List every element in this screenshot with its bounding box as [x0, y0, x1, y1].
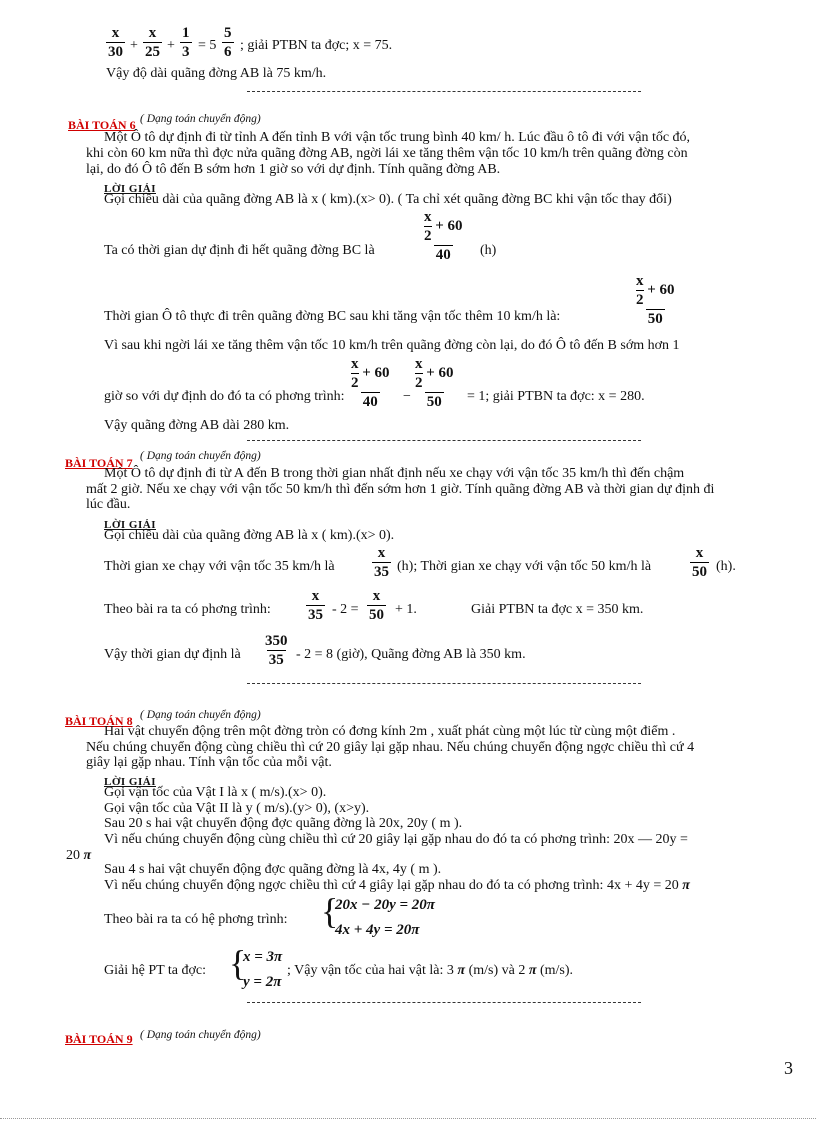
unit-hour: (h). [716, 559, 736, 574]
problem-6-line-3: lại, do đó Ô tô đến B sớm hơn 1 giờ so với dự định. Tính quãng đờng AB. [86, 162, 501, 177]
problem-6-heading: BÀI TOÁN 6 [68, 118, 136, 132]
minus-sign: − [403, 389, 411, 404]
problem-9-heading: BÀI TOÁN 9 [65, 1032, 133, 1046]
system-eq-2: 4x + 4y = 20π [335, 922, 420, 938]
solution-result: = 1; giải PTBN ta đợc: x = 280. [467, 389, 645, 404]
fraction-350-35: $\frac{350}{35}$ [265, 633, 288, 668]
solution-line-3b: - 2 = [332, 602, 359, 617]
conclusion-text: Vậy độ dài quãng đờng AB là 75 km/h. [106, 66, 327, 81]
pi-symbol: π [528, 963, 537, 978]
solution-line-4b: 20 π [66, 848, 92, 863]
problem-8-heading: BÀI TOÁN 8 [65, 714, 133, 728]
fraction-x-25: $\frac{x}{25}$ [145, 25, 160, 60]
page-footer-line [0, 1118, 816, 1119]
solution-line-3: Thời gian Ô tô thực đi trên quãng đờng BC sau khi tăng vận tốc thêm 10 km/h là: [104, 309, 561, 324]
solution-line-5: giờ so với dự định do đó ta có phơng trình: [104, 389, 345, 404]
pi-symbol: π [83, 848, 92, 863]
fraction-x2-plus60-over-50: $\frac{x}{2}$ + 60 50 [636, 273, 675, 327]
problem-6-subtitle: ( Dạng toán chuyển động) [140, 113, 261, 125]
problem-8-subtitle: ( Dạng toán chuyển động) [140, 709, 261, 721]
fraction-x-35: $\frac{x}{35}$ [374, 545, 389, 580]
equals-text: = 5 [198, 38, 217, 53]
plus-sign: + [167, 38, 175, 53]
problem-7-subtitle: ( Dạng toán chuyển động) [140, 450, 261, 462]
problem-8-line-3: giây lại gặp nhau. Tính vận tốc của mỗi vật. [86, 755, 332, 770]
solution-line-2a: Thời gian xe chạy với vận tốc 35 km/h là [104, 559, 335, 574]
solution-line-3a: Theo bài ra ta có phơng trình: [104, 602, 271, 617]
solution-line-6: Vì nếu chúng chuyển động ngợc chiều thì cứ 4 giây lại gặp nhau do đó ta có phơng trình: 4x + 4y = 20 π [104, 878, 690, 893]
system-sol-1: x = 3π [243, 949, 283, 965]
solution-line-3c: + 1. [395, 602, 417, 617]
solution-line-5: Sau 4 s hai vật chuyển động đợc quãng đờng là 4x, 4y ( m ). [104, 862, 442, 877]
pi-symbol: π [682, 878, 690, 893]
solution-line-4a: Vậy thời gian dự định là [104, 647, 241, 662]
conclusion-text: Vậy quãng đờng AB dài 280 km. [104, 418, 290, 433]
divider [247, 440, 641, 441]
fraction-x-50: $\frac{x}{50}$ [692, 545, 707, 580]
fraction-x-50: $\frac{x}{50}$ [369, 588, 384, 623]
fraction-1-3: $\frac{1}{3}$ [182, 25, 190, 60]
solution-line-4: Vì nếu chúng chuyển động cùng chiều thì cứ 20 giây lại gặp nhau do đó ta có phơng trình: 20x — 20y = [104, 832, 688, 847]
solution-line-2: Ta có thời gian dự định đi hết quãng đờng BC là [104, 243, 375, 258]
fraction-x-30: $\frac{x}{30}$ [108, 25, 123, 60]
problem-7-line-1: Một Ô tô dự định đi từ A đến B trong thời gian nhất định nếu xe chạy với vận tốc 35 km/h thì đến chậm [104, 466, 685, 481]
solution-heading: LỜI GIẢI [104, 519, 156, 531]
divider [247, 683, 641, 684]
system-brace: { [229, 943, 247, 983]
problem-6-line-1: Một Ô tô dự định đi từ tỉnh A đến tỉnh B với vận tốc trung bình 40 km/ h. Lúc đầu ô tô đi với vận tốc đó, [104, 130, 691, 145]
system-eq-1: 20x − 20y = 20π [335, 897, 435, 913]
fraction-x-35: $\frac{x}{35}$ [308, 588, 323, 623]
problem-7-line-2: mất 2 giờ. Nếu xe chạy với vận tốc 50 km/h thì đến sớm hơn 1 giờ. Tính quãng đờng AB và thời gian dự định đi [86, 482, 715, 497]
solution-heading: LỜI GIẢI [104, 776, 156, 788]
problem-6-line-2: khi còn 60 km nữa thì đợc nửa quãng đờng AB, ngời lái xe tăng thêm vận tốc 10 km/h trên quãng đờng còn [86, 146, 688, 161]
problem-8-line-2: Nếu chúng chuyển động cùng chiều thì cứ 20 giây lại gặp nhau. Nếu chúng chuyển động ngợc chiều thì cứ 4 [86, 740, 695, 755]
solution-line-2b: (h); Thời gian xe chạy với vận tốc 50 km/h là [397, 559, 652, 574]
fraction-5-6: $\frac{5}{6}$ [224, 25, 232, 60]
plus-sign: + [130, 38, 138, 53]
divider [247, 1002, 641, 1003]
solution-line-3: Sau 20 s hai vật chuyển động đợc quãng đờng là 20x, 20y ( m ). [104, 816, 463, 831]
fraction-eq-left: $\frac{x}{2}$ + 60 40 [351, 356, 390, 410]
solution-text: ; giải PTBN ta đợc; x = 75. [240, 38, 393, 53]
problem-9-subtitle: ( Dạng toán chuyển động) [140, 1029, 261, 1041]
solution-heading: LỜI GIẢI [104, 183, 156, 195]
divider [247, 91, 641, 92]
problem-8-line-1: Hai vật chuyển động trên một đờng tròn có đơng kính 2m , xuất phát cùng một lúc từ cùng một điểm . [104, 724, 676, 739]
pi-symbol: π [457, 963, 466, 978]
solution-line-1: Gọi chiều dài của quãng đờng AB là x ( km).(x> 0). ( Ta chỉ xét quãng đờng BC khi vận tốc thay đổi) [104, 192, 672, 207]
solution-line-2: Gọi vận tốc của Vật II là y ( m/s).(y> 0), (x>y). [104, 801, 370, 816]
problem-7-line-3: lúc đầu. [86, 497, 131, 512]
fraction-x2-plus60-over-40: $\frac{x}{2}$ + 60 40 [424, 209, 463, 263]
problem-7-heading: BÀI TOÁN 7 [65, 456, 133, 470]
page-number: 3 [784, 1058, 793, 1078]
system-sol-2: y = 2π [243, 974, 282, 990]
solution-line-3d: Giải PTBN ta đợc x = 350 km. [471, 602, 644, 617]
unit-hour: (h) [480, 243, 497, 258]
solution-line-4b: - 2 = 8 (giờ), Quãng đờng AB là 350 km. [296, 647, 526, 662]
system-brace: { [321, 891, 339, 931]
solution-line-8b: ; Vậy vận tốc của hai vật là: 3 π (m/s) và 2 π (m/s). [287, 963, 574, 978]
fraction-eq-right: $\frac{x}{2}$ + 60 50 [415, 356, 454, 410]
solution-line-1: Gọi vận tốc của Vật I là x ( m/s).(x> 0). [104, 785, 327, 800]
solution-line-7: Theo bài ra ta có hệ phơng trình: [104, 912, 288, 927]
solution-line-8: Giải hệ PT ta đợc: [104, 963, 207, 978]
solution-line-1: Gọi chiều dài của quãng đờng AB là x ( km).(x> 0). [104, 528, 395, 543]
solution-line-4: Vì sau khi ngời lái xe tăng thêm vận tốc 10 km/h trên quãng đờng còn lại, do đó Ô tô đến B sớm hơn 1 [104, 338, 680, 353]
